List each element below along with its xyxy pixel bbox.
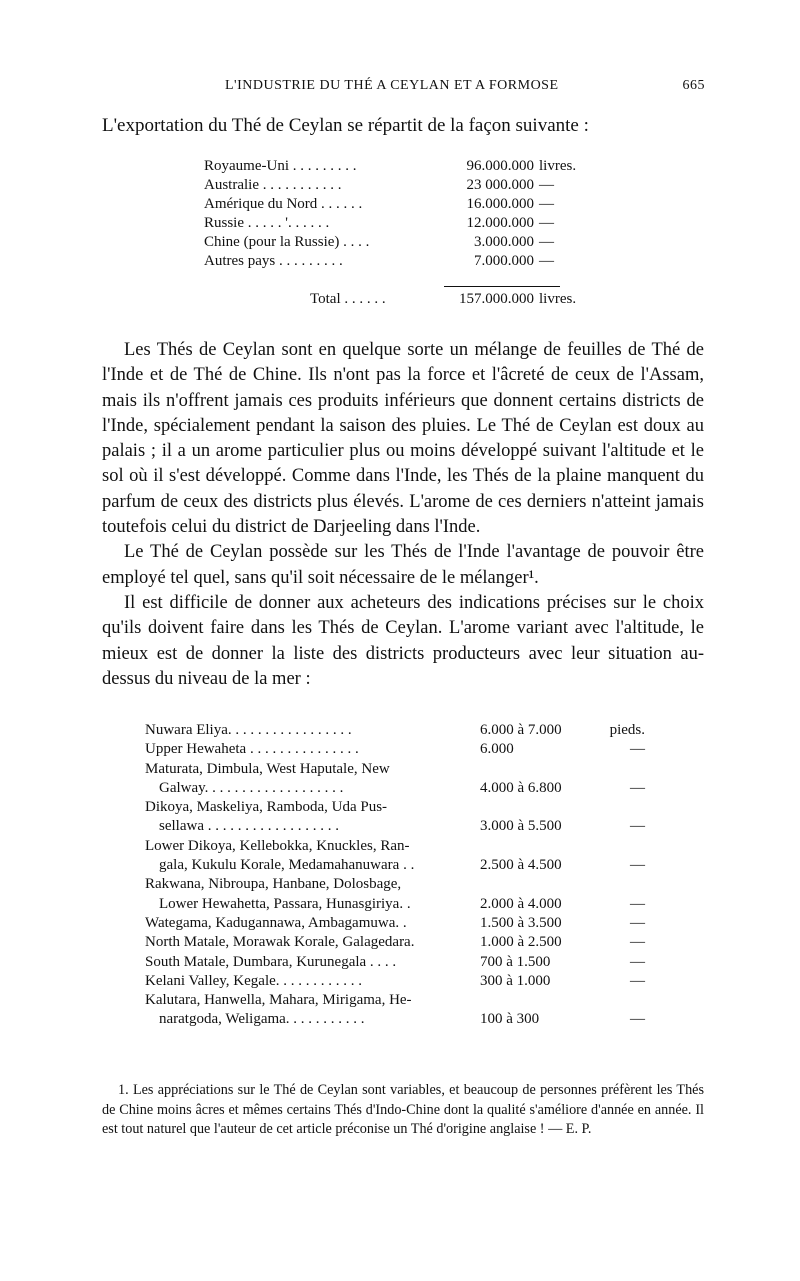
district-row	[145, 875, 645, 914]
running-head	[100, 78, 705, 100]
export-qty: 7.000.000	[474, 253, 534, 269]
footnote-text: 1. Les appréciations sur le Thé de Ceylan sont variables, et beaucoup de personnes préfèrent les Thés de Chine moins âcres et mêmes certains Thés d'Indo-Chine dont la qualité s'améliore d'année en année. Il est tout naturel que l'auteur de cet article préconise un Thé d'origine anglaise ! — E. P.	[102, 1082, 704, 1137]
district-line-1: North Matale, Morawak Korale, Galagedara.	[145, 934, 415, 951]
export-unit: —	[539, 215, 554, 231]
district-line-1: Rakwana, Nibroupa, Hanbane, Dolosbage,	[145, 876, 402, 893]
district-unit: —	[630, 934, 645, 951]
district-names	[145, 721, 473, 740]
district-line-1: Kalutara, Hanwella, Mahara, Mirigama, He-	[145, 992, 412, 1009]
district-row	[145, 740, 645, 759]
district-line-1: Nuwara Eliya. . . . . . . . . . . . . . . . .	[145, 722, 352, 738]
export-qty: 12.000.000	[466, 215, 534, 231]
district-unit: pieds.	[609, 722, 645, 738]
paragraph-2: Le Thé de Ceylan possède sur les Thés de l'Inde l'avantage de pouvoir être employé tel quel, sans qu'il soit nécessaire de le mélanger¹.	[102, 542, 704, 588]
district-altitude: 2.500 à 4.500	[480, 857, 562, 874]
export-qty: 3.000.000	[474, 234, 534, 250]
district-line-2: Lower Hewahetta, Passara, Hunasgiriya. .	[159, 895, 411, 912]
export-qty: 23 000.000	[466, 177, 534, 193]
total-row	[204, 290, 604, 309]
export-row	[204, 195, 604, 214]
district-unit: —	[630, 895, 645, 912]
district-names	[145, 875, 473, 914]
export-country: Russie . . . . . '. . . . . .	[204, 215, 330, 231]
district-row	[145, 914, 645, 933]
district-unit: —	[630, 741, 645, 758]
export-country: Royaume-Uni . . . . . . . . .	[204, 158, 357, 174]
district-altitude: 6.000 à 7.000	[480, 722, 562, 738]
district-line-2: naratgoda, Weligama. . . . . . . . . . .	[159, 1011, 365, 1028]
district-names	[145, 740, 473, 759]
district-altitude: 100 à 300	[480, 1011, 540, 1028]
district-line-1: Dikoya, Maskeliya, Ramboda, Uda Pus-	[145, 799, 388, 816]
export-unit: —	[539, 253, 554, 269]
export-unit: livres.	[539, 158, 577, 174]
district-altitude: 2.000 à 4.000	[480, 895, 562, 912]
total-label: Total . . . . . .	[310, 291, 386, 307]
district-row	[145, 991, 645, 1030]
paragraph-1: Les Thés de Ceylan sont en quelque sorte un mélange de feuilles de Thé de l'Inde et de Thé de Chine. Ils n'ont pas la force et l'âcreté de ceux de l'Assam, mais ils n'offrent jamais ces produits inférieurs que donnent certains districts de l'Inde, spécialement pendant la saison des pluies. Le Thé de Ceylan est doux au palais ; il a un arome particulier plus ou moins développé suivant l'altitude et le sol où il s'est développé. Comme dans l'Inde, les Thés de la plaine manquent du parfum de ceux des districts plus élevés. L'arome de ces derniers n'atteint jamais toutefois celui du district de Darjeeling dans l'Inde.	[102, 340, 704, 538]
district-row	[145, 933, 645, 952]
district-line-2: Galway. . . . . . . . . . . . . . . . . . .	[159, 779, 344, 796]
district-names	[145, 972, 473, 991]
footnote	[102, 1081, 704, 1140]
export-country: Chine (pour la Russie) . . . .	[204, 234, 370, 250]
district-unit: —	[630, 818, 645, 835]
export-qty: 96.000.000	[466, 158, 534, 174]
total-rule	[444, 286, 560, 287]
district-line-1: Lower Dikoya, Kellebokka, Knuckles, Ran-	[145, 837, 410, 854]
district-names	[145, 933, 473, 952]
district-unit: —	[630, 914, 645, 931]
district-line-1: Kelani Valley, Kegale. . . . . . . . . . . .	[145, 972, 363, 989]
district-altitude: 3.000 à 5.500	[480, 818, 562, 835]
district-row	[145, 972, 645, 991]
export-row	[204, 157, 604, 176]
export-country: Autres pays . . . . . . . . .	[204, 253, 343, 269]
district-row	[145, 721, 645, 740]
district-altitude: 1.000 à 2.500	[480, 934, 562, 951]
district-names	[145, 953, 473, 972]
district-names	[145, 991, 473, 1030]
export-row	[204, 252, 604, 271]
district-row	[145, 760, 645, 799]
district-line-2: gala, Kukulu Korale, Medamahanuwara . .	[159, 857, 415, 874]
page-number: 665	[682, 78, 705, 93]
district-line-1: Maturata, Dimbula, West Haputale, New	[145, 760, 390, 777]
district-altitude: 300 à 1.000	[480, 972, 551, 989]
export-country: Australie . . . . . . . . . . .	[204, 177, 342, 193]
district-names	[145, 798, 473, 837]
district-line-1: Wategama, Kadugannawa, Ambagamuwa. .	[145, 914, 407, 931]
district-altitude: 6.000	[480, 741, 514, 758]
district-row	[145, 837, 645, 876]
district-unit: —	[630, 1011, 645, 1028]
district-altitude: 1.500 à 3.500	[480, 914, 562, 931]
intro-line: L'exportation du Thé de Ceylan se répartit de la façon suivante :	[102, 115, 589, 136]
body-text	[102, 338, 704, 692]
paragraph-3: Il est difficile de donner aux acheteurs des indications précises sur le choix qu'ils doivent faire dans les Thés de Ceylan. L'arome variant avec l'altitude, le mieux est de donner la liste des districts producteurs avec leur situation au-dessus du niveau de la mer :	[102, 592, 704, 689]
export-row	[204, 214, 604, 233]
total-unit: livres.	[539, 291, 577, 307]
district-line-1: South Matale, Dumbara, Kurunegala . . . .	[145, 953, 397, 970]
export-country: Amérique du Nord . . . . . .	[204, 196, 363, 212]
export-row	[204, 233, 604, 252]
district-row	[145, 798, 645, 837]
district-altitude: 700 à 1.500	[480, 953, 551, 970]
district-line-2: sellawa . . . . . . . . . . . . . . . . . .	[159, 818, 339, 835]
district-altitude: 4.000 à 6.800	[480, 779, 562, 796]
export-unit: —	[539, 177, 554, 193]
district-names	[145, 837, 473, 876]
district-unit: —	[630, 953, 645, 970]
running-title: L'INDUSTRIE DU THÉ A CEYLAN ET A FORMOSE	[225, 78, 559, 93]
district-row	[145, 953, 645, 972]
export-unit: —	[539, 234, 554, 250]
export-qty: 16.000.000	[466, 196, 534, 212]
district-unit: —	[630, 779, 645, 796]
district-unit: —	[630, 972, 645, 989]
district-names	[145, 760, 473, 799]
district-names	[145, 914, 473, 933]
district-line-1: Upper Hewaheta . . . . . . . . . . . . . . .	[145, 741, 359, 758]
total-qty: 157.000.000	[459, 291, 534, 307]
export-row	[204, 176, 604, 195]
export-unit: —	[539, 196, 554, 212]
districts-table	[145, 721, 645, 1030]
district-unit: —	[630, 857, 645, 874]
